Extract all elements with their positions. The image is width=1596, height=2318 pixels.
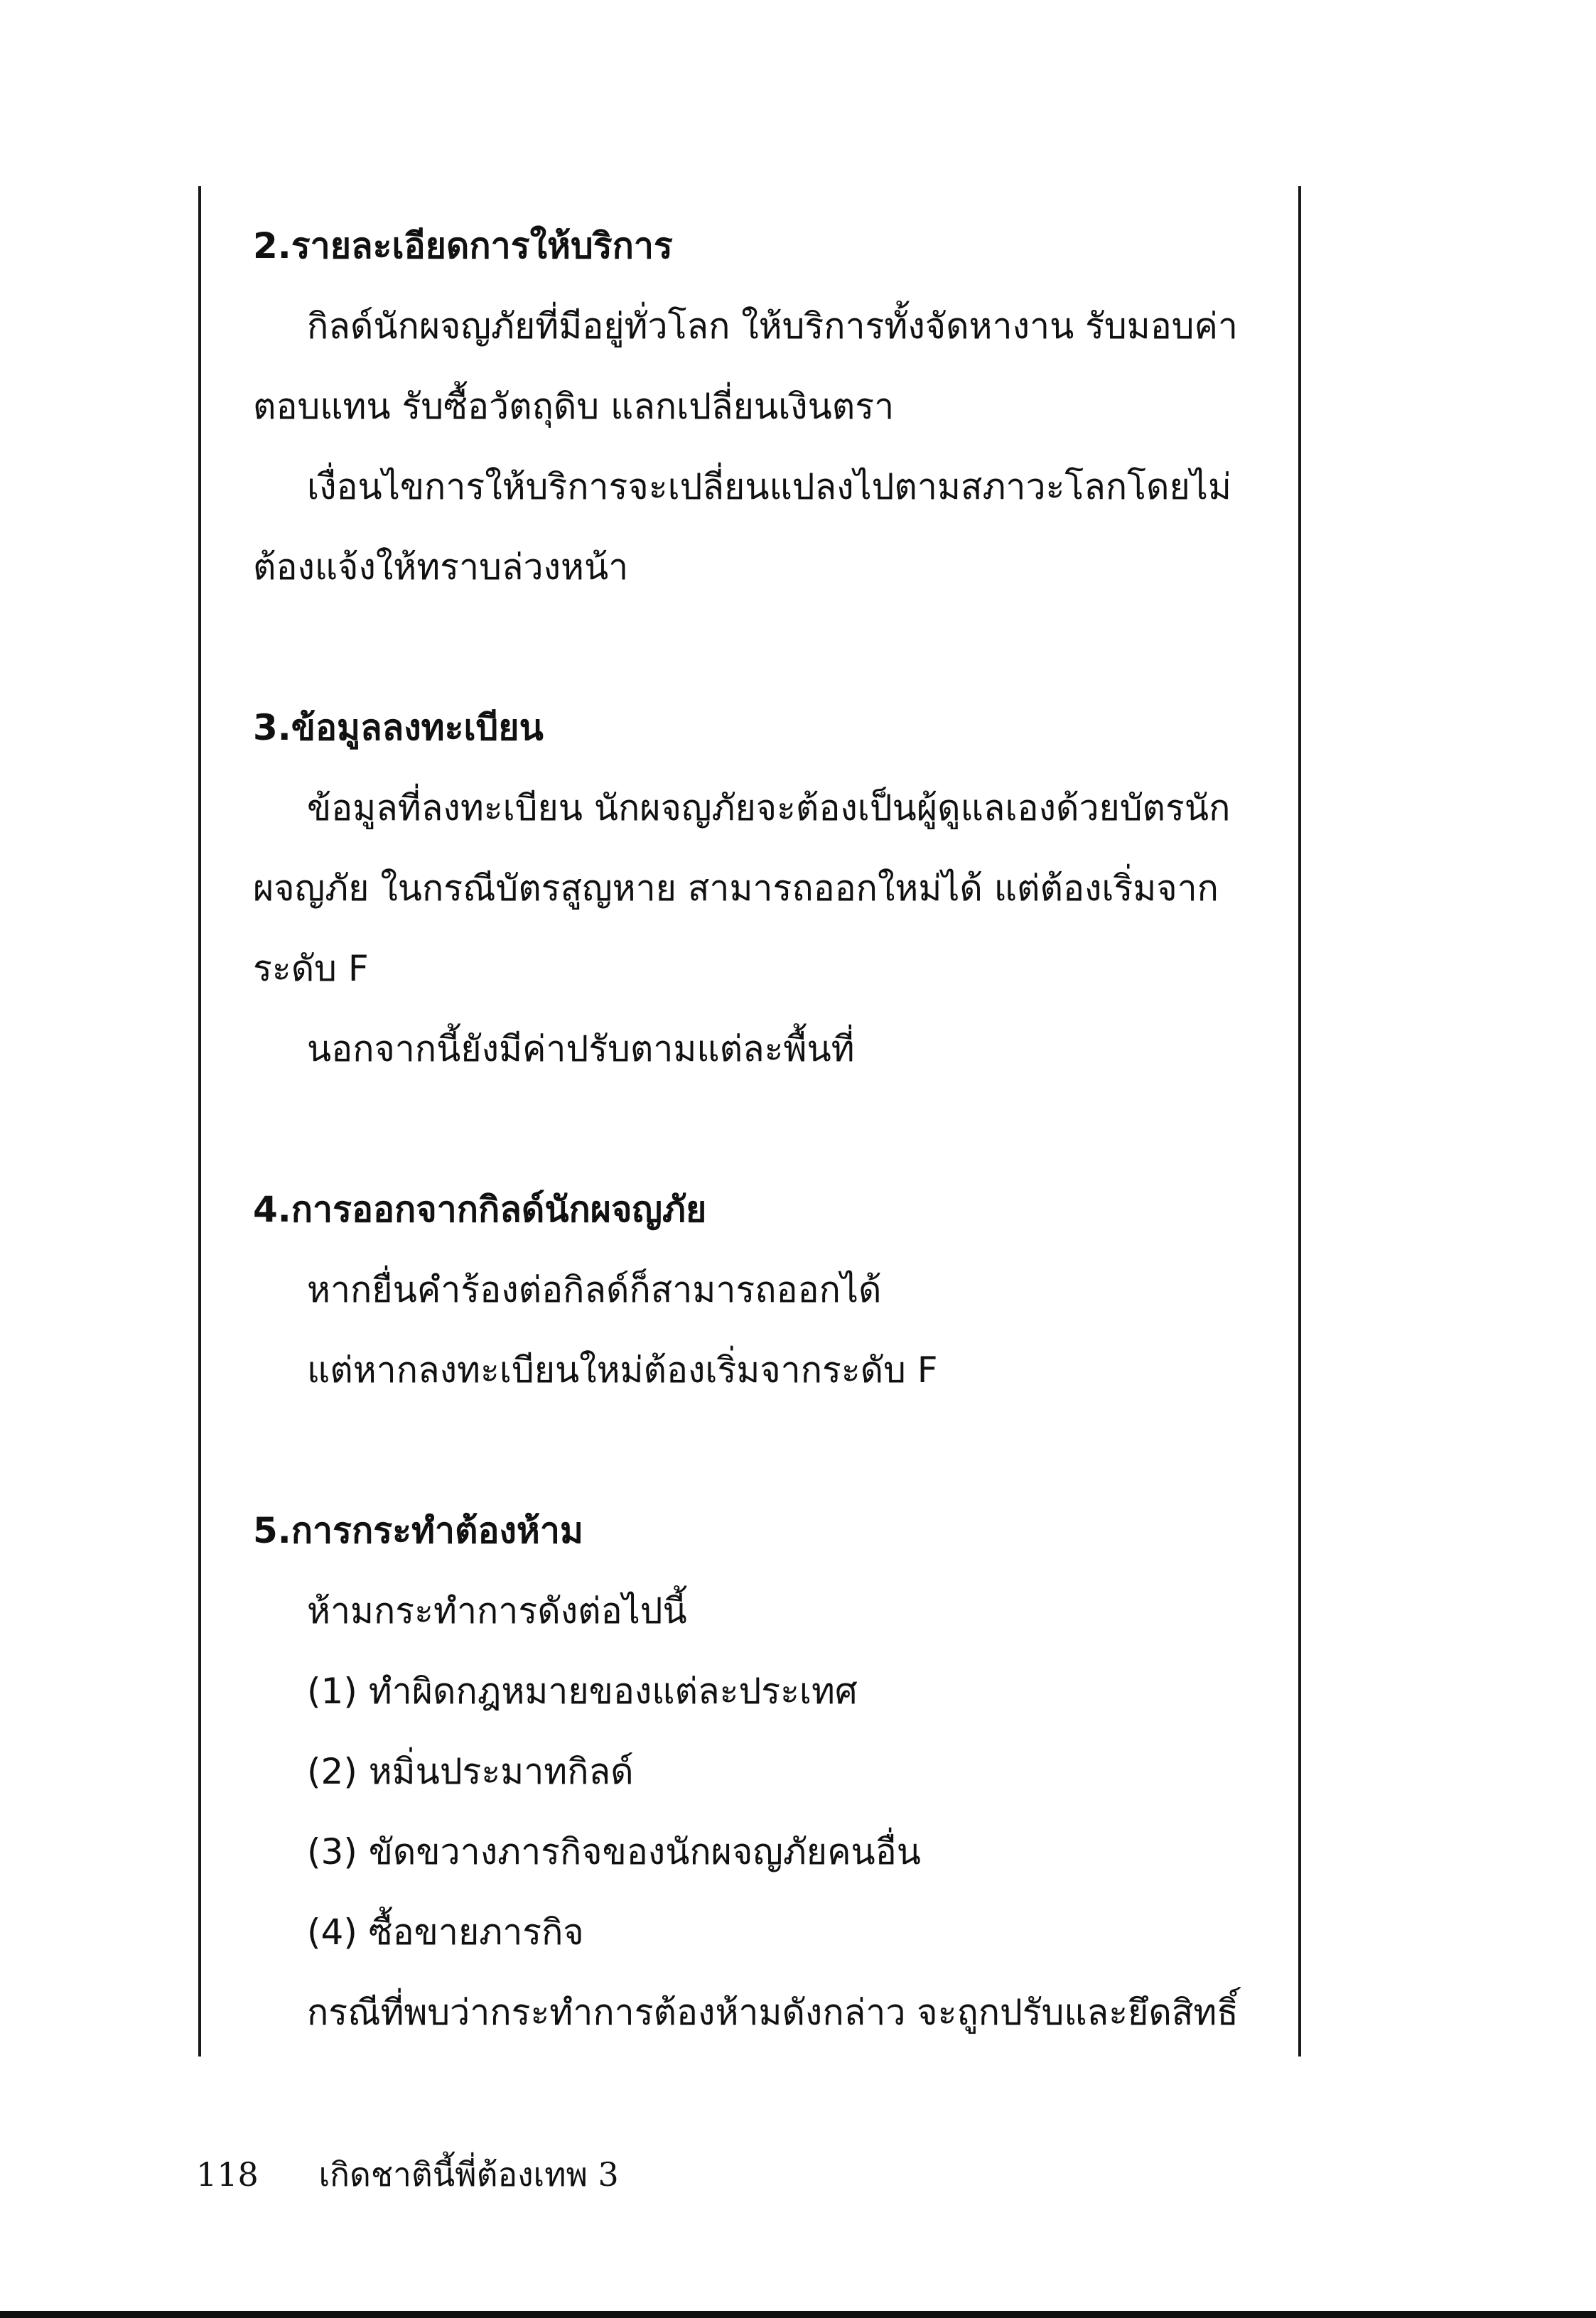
page-footer [196, 2153, 619, 2196]
paragraph: แต่หากลงทะเบียนใหม่ต้องเริ่มจากระดับ F [307, 1349, 938, 1391]
bottom-edge-bar [0, 2311, 1596, 2318]
paragraph: กรณีที่พบว่ากระทำการต้องห้ามดังกล่าว จะถูกปรับและยึดสิทธิ์ [307, 1992, 1239, 2033]
right-margin-rule [1298, 186, 1301, 2056]
paragraph: หากยื่นคำร้องต่อกิลด์ก็สามารถออกได้ [307, 1269, 882, 1310]
section-heading: 2.รายละเอียดการให้บริการ [253, 225, 673, 266]
section-heading: 3.ข้อมูลลงทะเบียน [253, 707, 544, 748]
left-margin-rule [198, 186, 201, 2056]
list-item: (3) ขัดขวางภารกิจของนักผจญภัยคนอื่น [307, 1831, 921, 1872]
section-service-details [253, 206, 1262, 608]
section-leaving-guild [253, 1170, 1262, 1411]
list-item: (4) ซื้อขายภารกิจ [307, 1912, 584, 1953]
section-heading: 4.การออกจากกิลด์นักผจญภัย [253, 1189, 707, 1230]
section-prohibited-acts [253, 1491, 1262, 2053]
book-title: เกิดชาตินี้พี่ต้องเทพ 3 [318, 2155, 619, 2194]
section-gap [253, 1411, 1262, 1491]
paragraph: กิลด์นักผจญภัยที่มีอยู่ทั่วโลก ให้บริการทั้งจัดหางาน รับมอบค่าตอบแทน รับซื้อวัตถุดิบ แลกเปลี่ยนเงินตรา [253, 306, 1238, 427]
paragraph: นอกจากนี้ยังมีค่าปรับตามแต่ละพื้นที่ [307, 1028, 855, 1069]
page-number: 118 [196, 2155, 259, 2194]
list-item: (1) ทำผิดกฎหมายของแต่ละประเทศ [307, 1671, 858, 1712]
paragraph: ห้ามกระทำการดังต่อไปนี้ [307, 1590, 687, 1632]
paragraph: ข้อมูลที่ลงทะเบียน นักผจญภัยจะต้องเป็นผู้ดูแลเองด้วยบัตรนักผจญภัย ในกรณีบัตรสูญหาย สามารถออกใหม่ได้ แต่ต้องเริ่มจากระดับ F [253, 787, 1231, 989]
section-gap [253, 608, 1262, 688]
page-body [253, 206, 1262, 2053]
section-heading: 5.การกระทำต้องห้าม [253, 1510, 583, 1551]
paragraph: เงื่อนไขการให้บริการจะเปลี่ยนแปลงไปตามสภาวะโลกโดยไม่ต้องแจ้งให้ทราบล่วงหน้า [253, 466, 1231, 588]
list-item: (2) หมิ่นประมาทกิลด์ [307, 1751, 634, 1792]
section-registration-info [253, 688, 1262, 1089]
section-gap [253, 1089, 1262, 1170]
